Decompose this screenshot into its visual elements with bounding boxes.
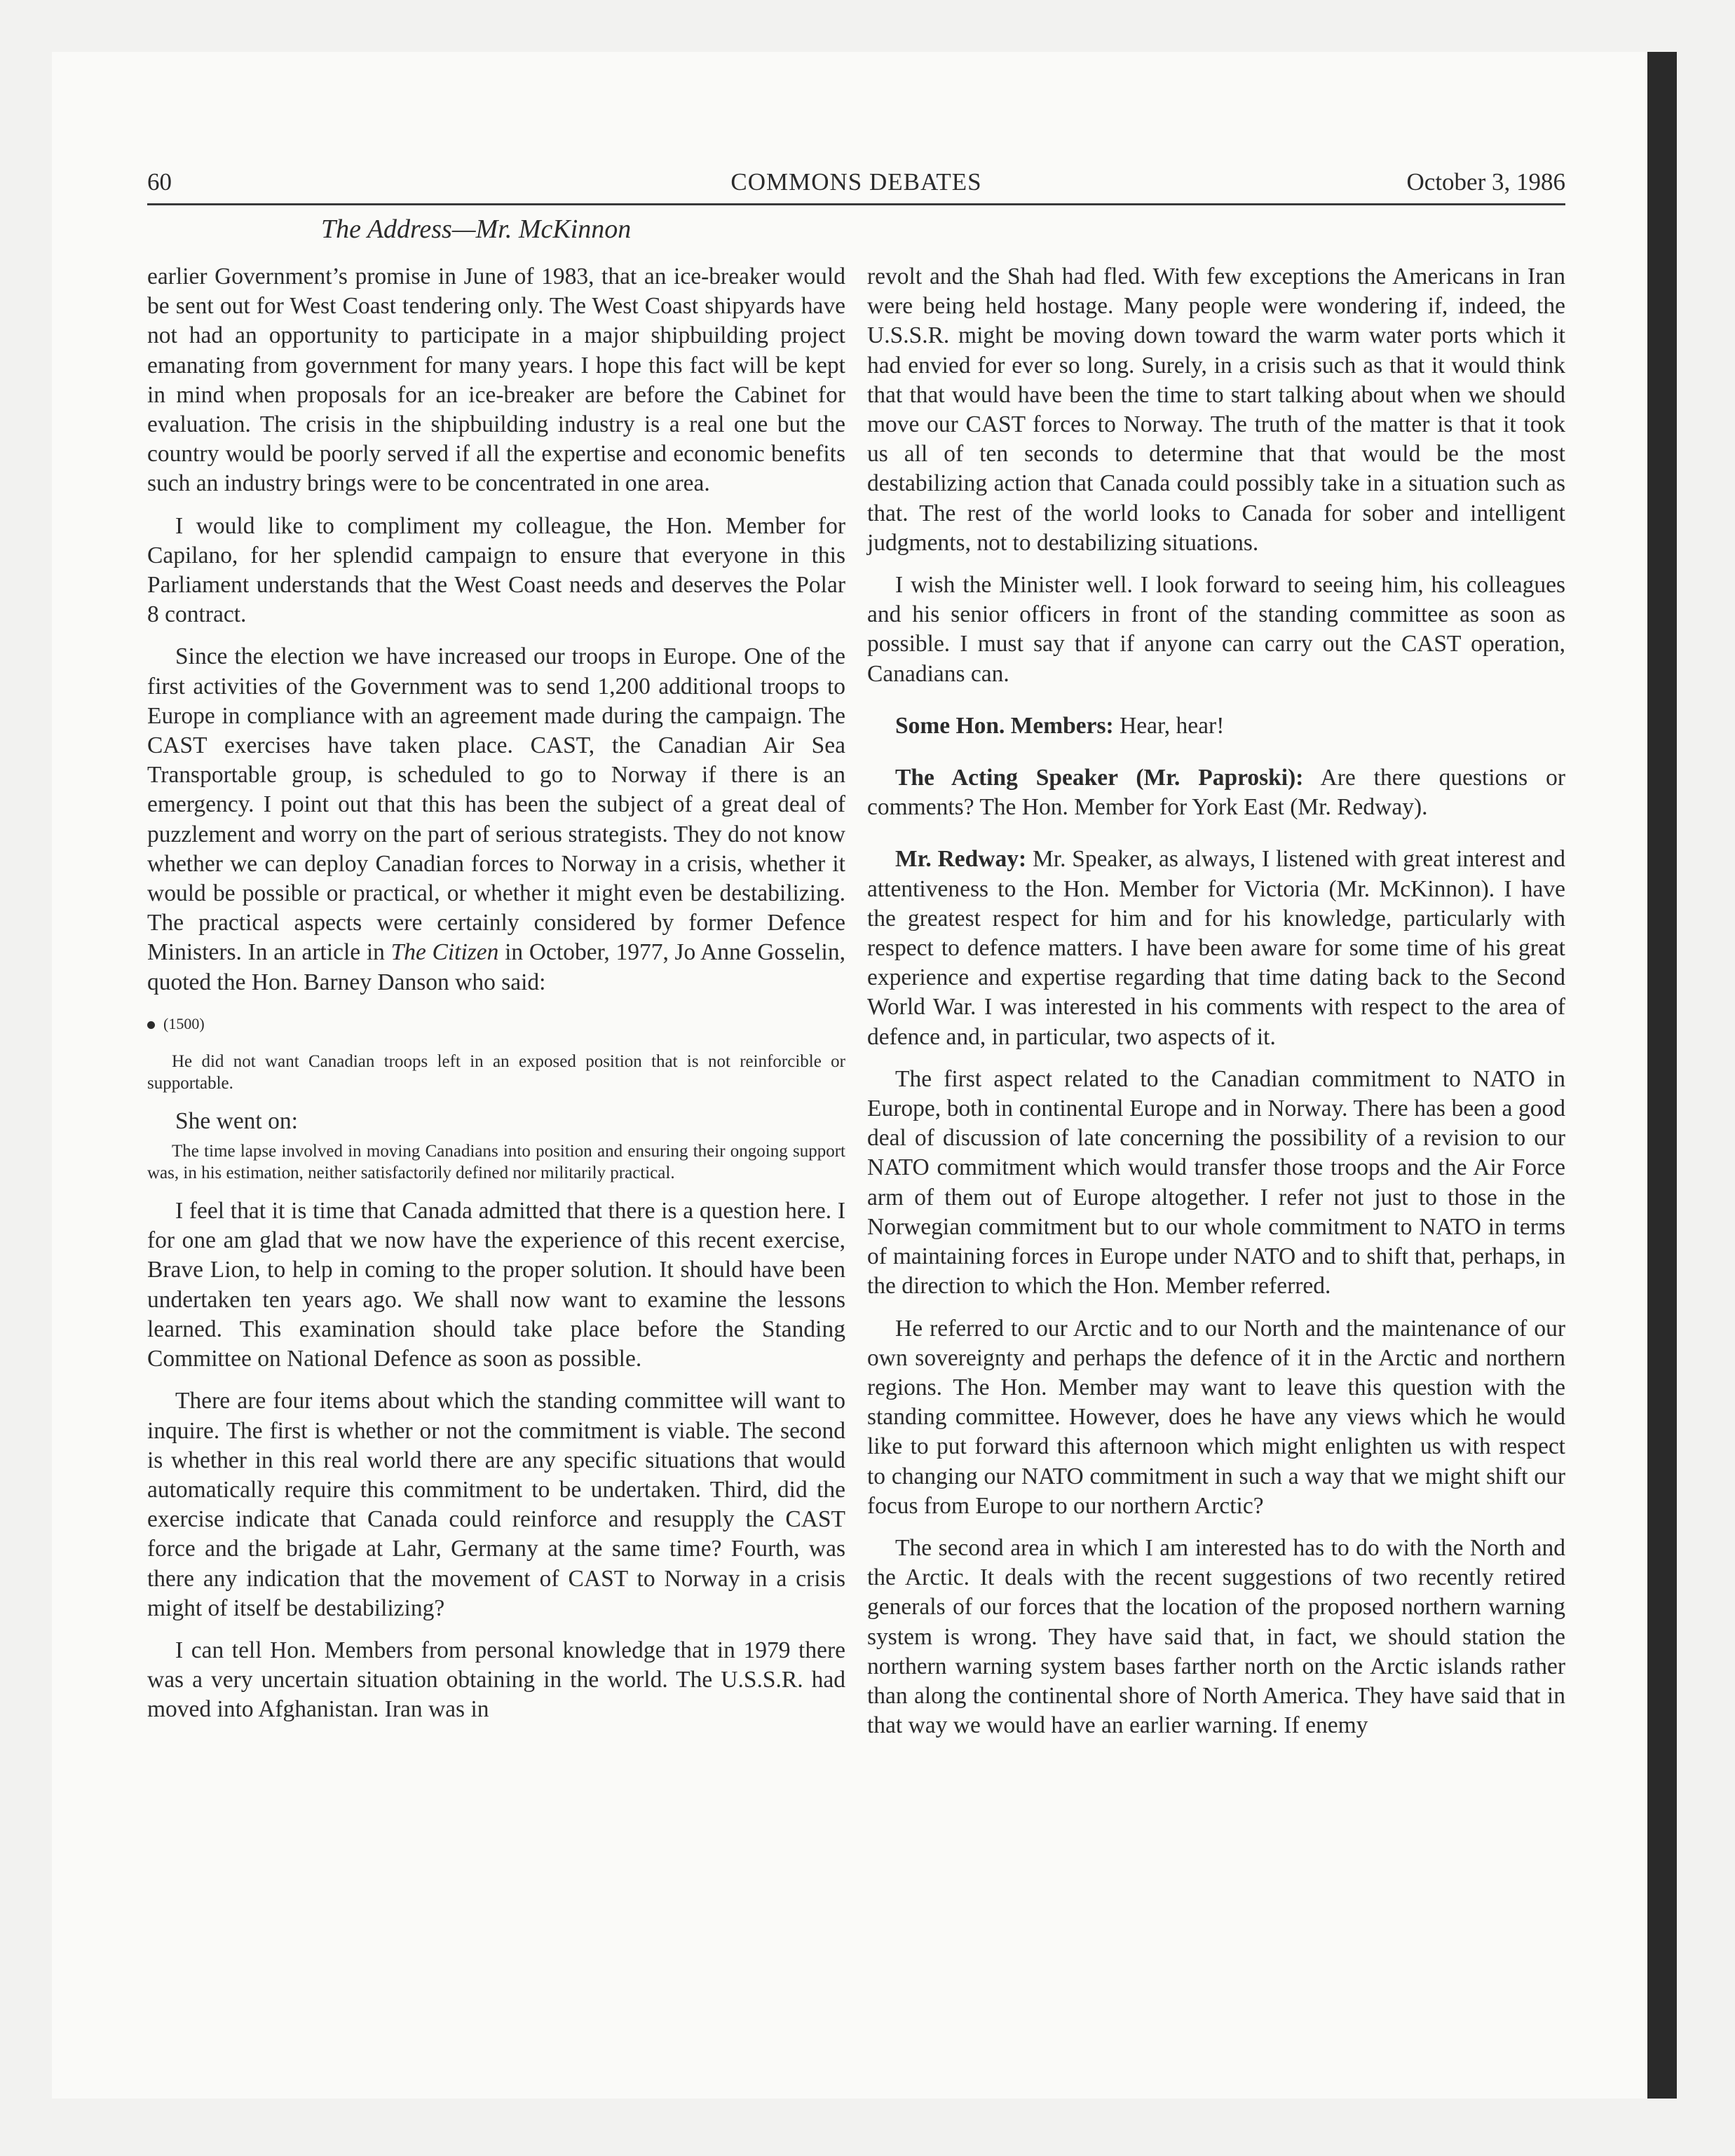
speech: [867, 845, 1565, 1051]
paragraph: There are four items about which the standing committee will want to inquire. The first is whether or not the commitment is viable. The second is whether in this real world there are any specific situations that would automatically require this commitment to be undertaken. Third, did the exercise indicate that Canada could reinforce and resupply the CAST force and the brigade at Lahr, Germany at the same time? Fourth, was there any indication that the movement of CAST to Norway in a crisis might of itself be destabilizing?: [147, 1388, 845, 1621]
time-marker: [147, 1010, 845, 1038]
speaker-name: Some Hon. Members:: [895, 712, 1114, 739]
paragraph: I would like to compliment my colleague, the Hon. Member for Capilano, for her splendid campaign to ensure that everyone in this Parliament understands that the West Coast needs and deserves the Polar 8 contract.: [147, 512, 845, 628]
paragraph-text: Since the election we have increased our troops in Europe. One of the first activities of the Government was to send 1,200 additional troops to Europe in compliance with an agreement made during the campaign. The CAST exercises have taken place. CAST, the Canadian Air Sea Transportable group, is scheduled to go to Norway if there is an emergency. I point out that this has been the subject of a great deal of puzzlement and worry on the part of serious strategists. They do not know whether we can deploy Canadian forces to Norway in a crisis, whether it would be possible or practical, or whether it might even be destabilizing. The practical aspects were certainly considered by former Defence Ministers. In an article in: [147, 643, 845, 966]
paragraph: The first aspect related to the Canadian commitment to NATO in Europe, both in continental Europe and in Norway. There has been a good deal of discussion of late concerning the possibility of a revision to our NATO commitment which would transfer those troops and the Air Force arm of them out of Europe altogether. I refer not just to those in the Norwegian commitment but to our whole commitment to NATO in terms of maintaining forces in Europe under NATO and to shift that, perhaps, in the direction to which the Hon. Member referred.: [867, 1065, 1565, 1299]
header-rule: [147, 203, 1565, 205]
paragraph: The second area in which I am interested has to do with the North and the Arctic. It deals with the recent suggestions of two recently retired generals of our forces that the location of the proposed northern warning system is wrong. They have said that, in fact, we should station the northern warning system bases farther north on the Arctic islands rather than along the continental shore of North America. They have said that in that way we would have an earlier warning. If enemy: [867, 1534, 1565, 1739]
speech-text: Hear, hear!: [1113, 712, 1225, 739]
paragraph: revolt and the Shah had fled. With few exceptions the Americans in Iran were being held hostage. Many people were wondering if, indeed, the U.S.S.R. might be moving down toward the warm water ports which it had envied for ever so long. Surely, in a crisis such as that it would think that that would have been the time to start talking about when we should move our CAST forces to Norway. The truth of the matter is that it took us all of ten seconds to determine that that would be the most destabilizing action that Canada could possibly take in a situation such as that. The rest of the world looks to Canada for sober and intelligent judgments, not to destabilizing situations.: [867, 264, 1565, 556]
time-marker-text: (1500): [163, 1014, 205, 1032]
paragraph-text: in October, 1977, Jo Anne Gosselin, quoted the Hon. Barney Danson who said:: [147, 939, 845, 995]
speaker-name: The Acting Speaker (Mr. Paproski):: [895, 765, 1304, 791]
scan-dark-edge: [1647, 52, 1677, 2099]
page-header: [147, 163, 1565, 202]
speaker-name: Mr. Redway:: [895, 846, 1027, 873]
right-column: [867, 262, 1565, 1753]
bullet-icon: [147, 1021, 155, 1029]
speech-text: Are there questions or comments? The Hon. Member for York East (Mr. Redway).: [867, 765, 1565, 821]
left-column: [147, 262, 845, 1738]
speech-text: Mr. Speaker, as always, I listened with great interest and attentiveness to the Hon. Member for Victoria (Mr. McKinnon). I have the greatest respect for him and for his knowledge, particularly with respect to defence matters. I have been aware for some time of his great experience and expertise regarding that time dating back to the Second World War. I was interested in his comments with respect to the area of defence and, in particular, two aspects of it.: [867, 846, 1565, 1050]
header-date: October 3, 1986: [1406, 168, 1565, 196]
paragraph: I wish the Minister well. I look forward to seeing him, his colleagues and his senior officers in front of the standing committee as soon as possible. I must say that if anyone can carry out the CAST operation, Canadians can.: [867, 572, 1565, 687]
paragraph: I feel that it is time that Canada admitted that there is a question here. I for one am glad that we now have the experience of this recent exercise, Brave Lion, to help in coming to the proper solution. It should have been undertaken ten years ago. We shall now want to examine the lessons learned. This examination should take place before the Standing Committee on National Defence as soon as possible.: [147, 1198, 845, 1372]
page-number: 60: [147, 168, 172, 196]
paragraph: earlier Government’s promise in June of 1983, that an ice-breaker would be sent out for West Coast tendering only. The West Coast shipyards have not had an opportunity to participate in a major shipbuilding project emanating from government for many years. I hope this fact will be kept in mind when proposals for an ice-breaker are before the Cabinet for evaluation. The crisis in the shipbuilding industry is a real one but the country would be poorly served if all the expertise and economic benefits such an industry brings were to be concentrated in one area.: [147, 264, 845, 497]
paragraph: He referred to our Arctic and to our North and the maintenance of our own sovereignty and perhaps the defence of it in the Arctic and northern regions. The Hon. Member may want to leave this question with the standing committee. However, does he have any views which he would like to put forward this afternoon which might enlighten us with respect to changing our NATO commitment in such a way that we might shift our focus from Europe to our northern Arctic?: [867, 1315, 1565, 1519]
journal-title: COMMONS DEBATES: [730, 168, 982, 196]
block-quote: The time lapse involved in moving Canadians into position and ensuring their ongoing support was, in his estimation, neither satisfactorily defined nor militarily practical.: [147, 1142, 845, 1183]
interjection: [867, 711, 1565, 741]
running-head: The Address—Mr. McKinnon: [321, 214, 632, 244]
paragraph: [147, 642, 845, 997]
publication-title: The Citizen: [390, 939, 499, 966]
paragraph: I can tell Hon. Members from personal knowledge that in 1979 there was a very uncertain situation obtaining in the world. The U.S.S.R. had moved into Afghanistan. Iran was in: [147, 1637, 845, 1723]
chair-remark: [867, 763, 1565, 822]
paragraph: She went on:: [175, 1107, 298, 1134]
block-quote: He did not want Canadian troops left in an exposed position that is not reinforcible or supportable.: [147, 1051, 845, 1093]
